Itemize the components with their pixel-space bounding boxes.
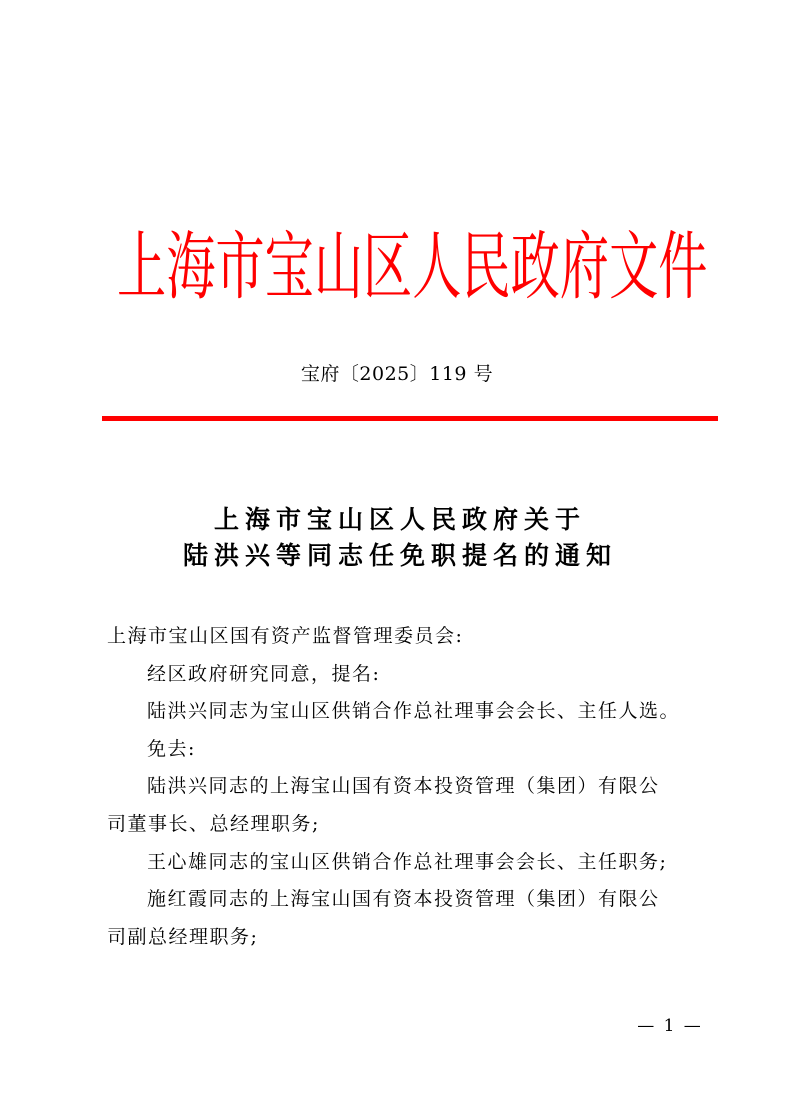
addressee: 上海市宝山区国有资产监督管理委员会: (107, 625, 464, 647)
document-number: 宝府〔2025〕119 号 (300, 363, 494, 385)
body-paragraph: 陆洪兴同志为宝山区供销合作总社理事会会长、主任人选。 (147, 700, 681, 723)
document-body (107, 618, 693, 956)
masthead-title: 上海市宝山区人民政府文件 (117, 224, 708, 310)
red-separator-rule (102, 416, 718, 421)
document-title (0, 502, 794, 574)
body-paragraph: 王心雄同志的宝山区供销合作总社理事会会长、主任职务; (147, 850, 668, 873)
masthead (117, 226, 709, 308)
body-paragraph: 免去: (147, 737, 196, 760)
body-paragraph-continuation: 司副总经理职务; (107, 925, 259, 948)
title-line-2: 陆洪兴等同志任免职提名的通知 (182, 541, 617, 570)
body-paragraph: 经区政府研究同意，提名: (147, 662, 381, 685)
body-paragraph-continuation: 司董事长、总经理职务; (107, 812, 320, 835)
title-line-1: 上海市宝山区人民政府关于 (213, 505, 586, 534)
page-number: — 1 — (637, 1016, 703, 1036)
body-paragraph: 施红霞同志的上海宝山国有资本投资管理（集团）有限公 (147, 888, 660, 911)
body-paragraph: 陆洪兴同志的上海宝山国有资本投资管理（集团）有限公 (147, 775, 660, 798)
